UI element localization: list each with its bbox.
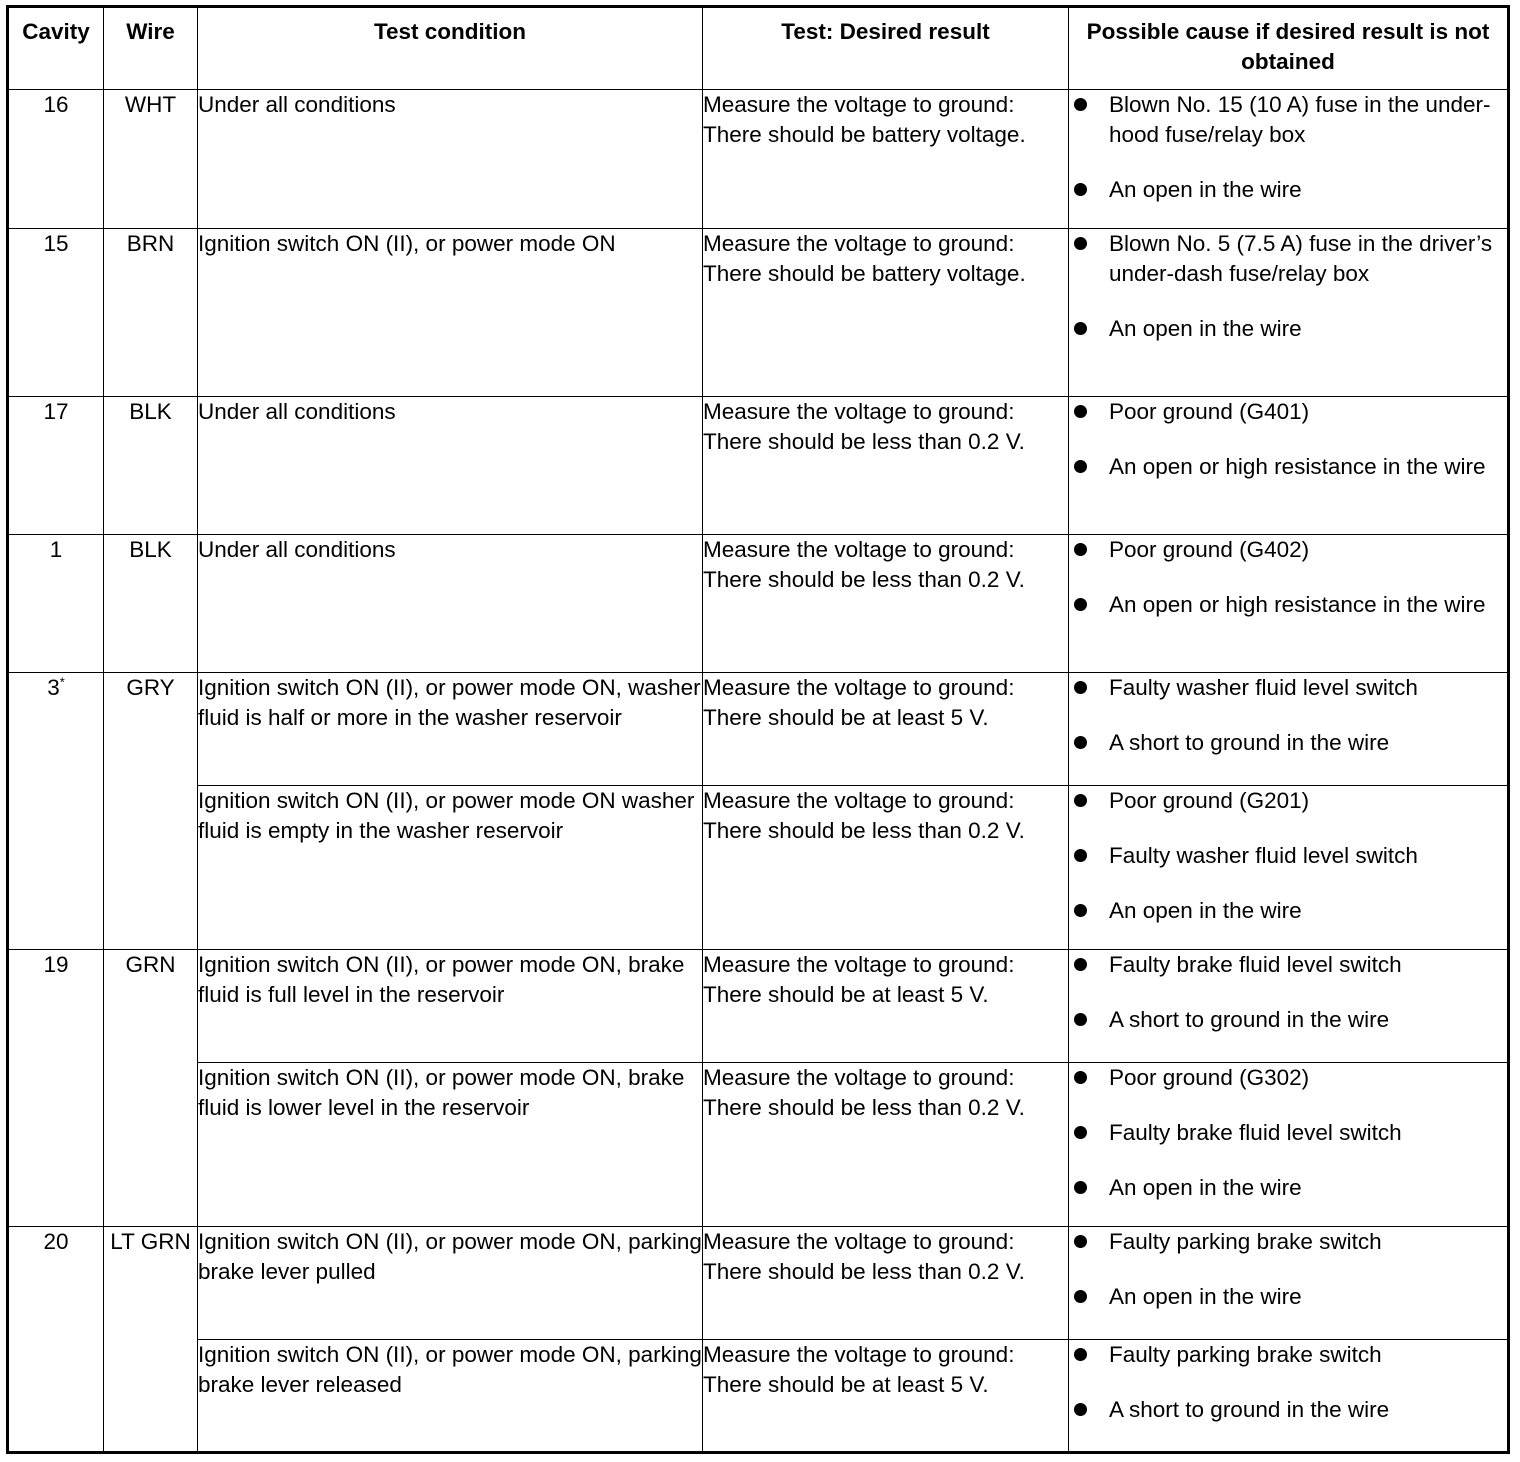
cause-list [1069, 1227, 1507, 1312]
cavity-number: 20 [43, 1229, 69, 1254]
cause-text: An open or high resistance in the wire [1109, 454, 1486, 479]
cause-text: A short to ground in the wire [1109, 1007, 1390, 1032]
list-item [1069, 1063, 1507, 1093]
cause-list [1069, 535, 1507, 620]
test-condition: Ignition switch ON (II), or power mode ON, brake fluid is lower level in the reservoir [198, 1063, 703, 1227]
bullet-icon [1074, 405, 1087, 418]
cause-text: An open in the wire [1109, 1175, 1302, 1200]
cause-text: Faulty brake fluid level switch [1109, 1120, 1402, 1145]
list-item [1069, 1340, 1507, 1370]
possible-causes [1069, 229, 1509, 397]
desired-result: Measure the voltage to ground: There should be at least 5 V. [703, 673, 1069, 786]
cause-text: Faulty washer fluid level switch [1109, 675, 1418, 700]
list-item [1069, 175, 1507, 205]
bullet-icon [1074, 1181, 1087, 1194]
cause-text: An open in the wire [1109, 316, 1302, 341]
header-desired-result: Test: Desired result [703, 7, 1069, 90]
test-condition: Ignition switch ON (II), or power mode ON [198, 229, 703, 397]
bullet-icon [1074, 183, 1087, 196]
table-row [8, 229, 1509, 397]
cause-text: Poor ground (G402) [1109, 537, 1310, 562]
bullet-icon [1074, 794, 1087, 807]
bullet-icon [1074, 1126, 1087, 1139]
table-row [8, 673, 1509, 786]
table-row [8, 1227, 1509, 1340]
possible-causes [1069, 1227, 1509, 1340]
cavity-cell [8, 397, 104, 535]
diagnostic-table [6, 5, 1510, 1454]
list-item [1069, 896, 1507, 926]
header-cavity: Cavity [8, 7, 104, 90]
cause-list [1069, 950, 1507, 1035]
desired-result: Measure the voltage to ground: There should be battery voltage. [703, 229, 1069, 397]
cause-text: Poor ground (G302) [1109, 1065, 1310, 1090]
cause-text: Poor ground (G201) [1109, 788, 1310, 813]
cavity-footnote-mark: * [59, 674, 65, 690]
list-item [1069, 452, 1507, 482]
possible-causes [1069, 786, 1509, 950]
list-item [1069, 841, 1507, 871]
desired-result: Measure the voltage to ground: There should be less than 0.2 V. [703, 1227, 1069, 1340]
bullet-icon [1074, 1071, 1087, 1084]
bullet-icon [1074, 237, 1087, 250]
cause-text: A short to ground in the wire [1109, 1397, 1390, 1422]
cause-list [1069, 1063, 1507, 1203]
bullet-icon [1074, 849, 1087, 862]
list-item [1069, 728, 1507, 758]
cause-text: An open in the wire [1109, 177, 1302, 202]
test-condition: Ignition switch ON (II), or power mode ON, parking brake lever pulled [198, 1227, 703, 1340]
possible-causes [1069, 90, 1509, 229]
cause-text: Faulty washer fluid level switch [1109, 843, 1418, 868]
possible-causes [1069, 950, 1509, 1063]
cause-list [1069, 397, 1507, 482]
cause-text: Poor ground (G401) [1109, 399, 1310, 424]
cause-text: Blown No. 5 (7.5 A) fuse in the driver’s under-dash fuse/relay box [1109, 231, 1493, 286]
table-row [8, 1063, 1509, 1227]
bullet-icon [1074, 1290, 1087, 1303]
desired-result: Measure the voltage to ground: There should be less than 0.2 V. [703, 786, 1069, 950]
cavity-cell [8, 673, 104, 950]
wire-color: WHT [104, 90, 198, 229]
bullet-icon [1074, 958, 1087, 971]
list-item [1069, 1005, 1507, 1035]
list-item [1069, 90, 1507, 150]
possible-causes [1069, 673, 1509, 786]
bullet-icon [1074, 598, 1087, 611]
list-item [1069, 229, 1507, 289]
cause-list [1069, 229, 1507, 344]
test-condition: Ignition switch ON (II), or power mode ON, brake fluid is full level in the reservoir [198, 950, 703, 1063]
cavity-number: 1 [49, 537, 63, 562]
wire-color: LT GRN [104, 1227, 198, 1453]
list-item [1069, 673, 1507, 703]
bullet-icon [1074, 543, 1087, 556]
desired-result: Measure the voltage to ground: There should be battery voltage. [703, 90, 1069, 229]
possible-causes [1069, 397, 1509, 535]
header-test-condition: Test condition [198, 7, 703, 90]
cavity-number: 3 [47, 675, 60, 700]
cause-text: Faulty brake fluid level switch [1109, 952, 1402, 977]
bullet-icon [1074, 1403, 1087, 1416]
bullet-icon [1074, 322, 1087, 335]
cavity-cell [8, 535, 104, 673]
header-wire: Wire [104, 7, 198, 90]
bullet-icon [1074, 460, 1087, 473]
table-row [8, 535, 1509, 673]
list-item [1069, 950, 1507, 980]
cavity-cell [8, 950, 104, 1227]
cause-text: A short to ground in the wire [1109, 730, 1390, 755]
wire-color: BLK [104, 397, 198, 535]
table-row [8, 950, 1509, 1063]
cavity-cell [8, 1227, 104, 1453]
test-condition: Ignition switch ON (II), or power mode ON washer fluid is empty in the washer reservoir [198, 786, 703, 950]
test-condition: Under all conditions [198, 397, 703, 535]
cause-list [1069, 90, 1507, 205]
list-item [1069, 397, 1507, 427]
bullet-icon [1074, 98, 1087, 111]
bullet-icon [1074, 1348, 1087, 1361]
wire-color: GRN [104, 950, 198, 1227]
list-item [1069, 314, 1507, 344]
list-item [1069, 1227, 1507, 1257]
desired-result: Measure the voltage to ground: There should be at least 5 V. [703, 950, 1069, 1063]
cause-text: An open in the wire [1109, 898, 1302, 923]
test-condition: Ignition switch ON (II), or power mode ON, parking brake lever released [198, 1340, 703, 1453]
test-condition: Ignition switch ON (II), or power mode ON, washer fluid is half or more in the washer reservoir [198, 673, 703, 786]
list-item [1069, 1118, 1507, 1148]
cavity-number: 15 [43, 231, 69, 256]
header-row [8, 7, 1509, 90]
cause-text: Faulty parking brake switch [1109, 1229, 1382, 1254]
table-row [8, 1340, 1509, 1453]
possible-causes [1069, 1063, 1509, 1227]
cause-text: Blown No. 15 (10 A) fuse in the under-hood fuse/relay box [1109, 92, 1491, 147]
test-condition: Under all conditions [198, 90, 703, 229]
header-possible-cause: Possible cause if desired result is not obtained [1069, 7, 1509, 90]
wire-color: BRN [104, 229, 198, 397]
cavity-number: 19 [43, 952, 69, 977]
cause-text: An open in the wire [1109, 1284, 1302, 1309]
list-item [1069, 786, 1507, 816]
test-condition: Under all conditions [198, 535, 703, 673]
cause-text: An open or high resistance in the wire [1109, 592, 1486, 617]
desired-result: Measure the voltage to ground: There should be less than 0.2 V. [703, 397, 1069, 535]
desired-result: Measure the voltage to ground: There should be at least 5 V. [703, 1340, 1069, 1453]
cavity-cell [8, 229, 104, 397]
table-row [8, 786, 1509, 950]
cavity-number: 17 [43, 399, 69, 424]
bullet-icon [1074, 1235, 1087, 1248]
list-item [1069, 1395, 1507, 1425]
wire-color: GRY [104, 673, 198, 950]
bullet-icon [1074, 904, 1087, 917]
cavity-cell [8, 90, 104, 229]
cause-list [1069, 1340, 1507, 1425]
possible-causes [1069, 535, 1509, 673]
bullet-icon [1074, 736, 1087, 749]
cavity-number: 16 [43, 92, 69, 117]
possible-causes [1069, 1340, 1509, 1453]
cause-list [1069, 673, 1507, 758]
bullet-icon [1074, 1013, 1087, 1026]
wire-color: BLK [104, 535, 198, 673]
list-item [1069, 1282, 1507, 1312]
cause-text: Faulty parking brake switch [1109, 1342, 1382, 1367]
list-item [1069, 535, 1507, 565]
cause-list [1069, 786, 1507, 926]
desired-result: Measure the voltage to ground: There should be less than 0.2 V. [703, 1063, 1069, 1227]
desired-result: Measure the voltage to ground: There should be less than 0.2 V. [703, 535, 1069, 673]
table-row [8, 397, 1509, 535]
list-item [1069, 1173, 1507, 1203]
list-item [1069, 590, 1507, 620]
bullet-icon [1074, 681, 1087, 694]
table-row [8, 90, 1509, 229]
